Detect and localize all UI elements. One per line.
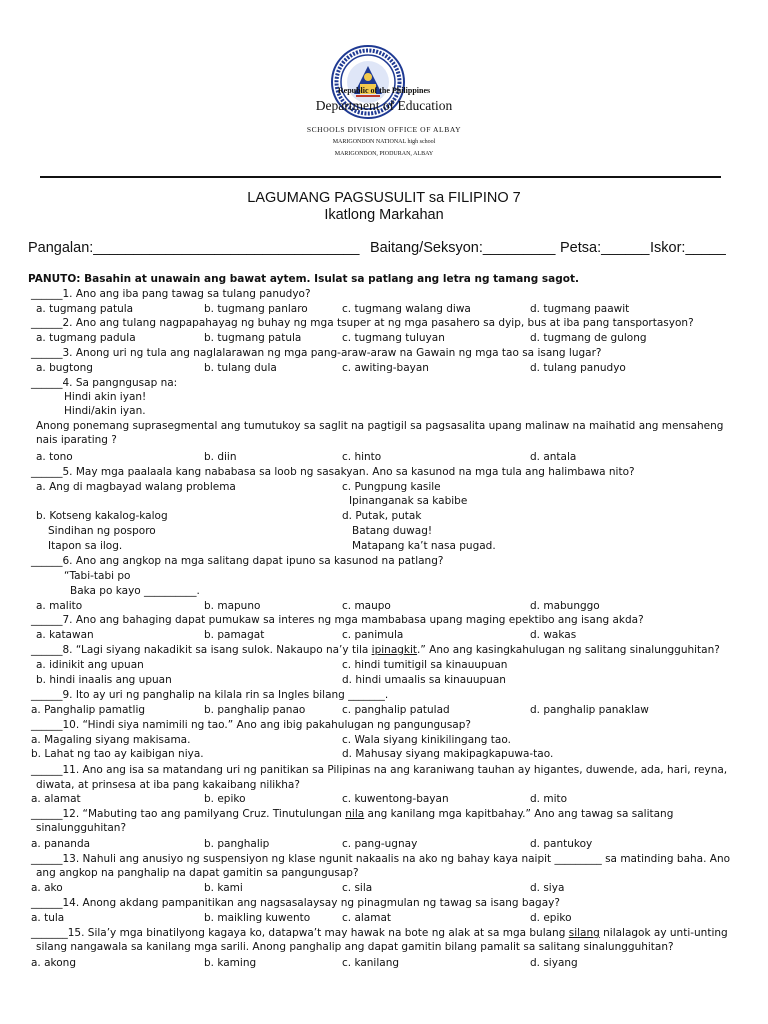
score-field[interactable]: Iskor:_____ — [650, 240, 726, 256]
choice-5d-line-1: d. Putak, putak — [342, 510, 422, 522]
choice-5b-line-2: Sindihan ng posporo — [48, 525, 156, 537]
q12-text-start: ______12. “Mabuting tao ang pamilyang Cruz. Tinutulungan — [31, 808, 346, 820]
choice-11d: d. mito — [530, 793, 568, 805]
q4-prompt-2: nais iparating ? — [36, 434, 117, 446]
choice-6c: c. maupo — [342, 600, 391, 612]
choice-11c: c. kuwentong-bayan — [342, 793, 449, 805]
question-15-line-2: silang nangawala sa kanilang mga sarili. Anong panghalip ang dapat gamitin bilang pamalit sa salitang sinalungguhitan? — [36, 941, 674, 953]
exam-title: LAGUMANG PAGSUSULIT sa FILIPINO 7 — [247, 190, 521, 206]
question-4: ______4. Sa pangngusap na: — [31, 377, 178, 389]
choice-14b: b. maikling kuwento — [204, 912, 311, 924]
choice-8d: d. hindi umaalis sa kinauupuan — [342, 674, 506, 686]
choice-1a: a. tugmang patula — [36, 303, 134, 315]
choice-15b: b. kaming — [204, 957, 257, 969]
choice-10a: a. Magaling siyang makisama. — [31, 734, 191, 746]
instructions: PANUTO: Basahin at unawain ang bawat aytem. Isulat sa patlang ang letra ng tamang sagot. — [28, 273, 580, 285]
choice-13d: d. siya — [530, 882, 565, 894]
q8-text-start: ______8. “Lagi siyang nakadikit sa isang sulok. Nakaupo na’y tila — [31, 644, 372, 656]
question-8 — [31, 644, 720, 657]
question-5: ______5. May mga paalaala kang nababasa sa loob ng sasakyan. Ano sa kasunod na mga tula ang halimbawa nito? — [31, 466, 635, 478]
q15-underlined-word: silang — [568, 927, 600, 939]
choice-5c-line-1: c. Pungpung kasile — [342, 481, 441, 493]
choice-10c: c. Wala siyang kinikilingang tao. — [342, 734, 511, 746]
choice-3d: d. tulang panudyo — [530, 362, 626, 374]
choice-7a: a. katawan — [36, 629, 94, 641]
q12-underlined-word: nila — [345, 808, 365, 820]
choice-6a: a. malito — [36, 600, 83, 612]
choice-8b: b. hindi inaalis ang upuan — [36, 674, 172, 686]
question-12-line-1 — [31, 808, 673, 821]
question-9: ______9. Ito ay uri ng panghalip na kilala rin sa Ingles bilang _______. — [31, 689, 389, 701]
choice-5c-line-2: Ipinanganak sa kabibe — [349, 495, 468, 507]
choice-6d: d. mabunggo — [530, 600, 600, 612]
choice-12c: c. pang-ugnay — [342, 838, 418, 850]
question-6: ______6. Ano ang angkop na mga salitang dapat ipuno sa kasunod na patlang? — [31, 555, 444, 567]
choice-5d-line-2: Batang duwag! — [352, 525, 433, 537]
q15-text-start: _______15. Sila’y mga binatilyong kagaya ko, datapwa’t may hawak na bote ng alak at sa mga bulang — [31, 927, 569, 939]
choice-15a: a. akong — [31, 957, 76, 969]
choice-10d: d. Mahusay siyang makipagkapuwa-tao. — [342, 748, 554, 760]
choice-7c: c. panimula — [342, 629, 404, 641]
choice-5d-line-3: Matapang ka’t nasa pugad. — [352, 540, 496, 552]
choice-13a: a. ako — [31, 882, 63, 894]
choice-12d: d. pantukoy — [530, 838, 593, 850]
choice-13b: b. kami — [204, 882, 243, 894]
q6-line-1: “Tabi-tabi po — [64, 570, 131, 582]
choice-14c: c. alamat — [342, 912, 392, 924]
choice-9d: d. panghalip panaklaw — [530, 704, 649, 716]
question-7: ______7. Ano ang bahaging dapat pumukaw sa interes ng mga mambabasa upang maging epektibo ang isang akda? — [31, 614, 644, 626]
question-13-line-2: ang angkop na panghalip na dapat gamitin sa pangungusap? — [36, 867, 359, 879]
choice-1c: c. tugmang walang diwa — [342, 303, 471, 315]
choice-3a: a. bugtong — [36, 362, 93, 374]
choice-9a: a. Panghalip pamatlig — [31, 704, 146, 716]
choice-2c: c. tugmang tuluyan — [342, 332, 445, 344]
choice-8a: a. idinikit ang upuan — [36, 659, 144, 671]
question-10: ______10. “Hindi siya namimili ng tao.” Ano ang ibig pakahulugan ng pangungusap? — [31, 719, 471, 731]
choice-12b: b. panghalip — [204, 838, 270, 850]
q4-prompt-1: Anong ponemang suprasegmental ang tumutukoy sa saglit na pagtigil sa pagsasalita upang malinaw na maihatid ang mensaheng — [36, 420, 724, 432]
choice-1d: d. tugmang paawit — [530, 303, 630, 315]
choice-5b-line-1: b. Kotseng kakalog-kalog — [36, 510, 168, 522]
choice-4d: d. antala — [530, 451, 577, 463]
choice-15d: d. siyang — [530, 957, 578, 969]
choice-2d: d. tugmang de gulong — [530, 332, 647, 344]
department-name: Department of Education — [315, 98, 453, 113]
question-15-line-1 — [31, 927, 728, 940]
date-field[interactable]: Petsa:______ — [560, 240, 650, 256]
q8-text-end: .” Ano ang kasingkahulugan ng salitang sinalungguhitan? — [417, 644, 720, 656]
question-11-line-2: diwata, at prinsesa at iba pang kakaibang nilikha? — [36, 779, 300, 791]
grade-section-field[interactable]: Baitang/Seksyon:_________ — [370, 240, 556, 256]
question-2: ______2. Ano ang tulang nagpapahayag ng buhay ng mga tsuper at ng mga pasahero sa dyip, bus at iba pang tansportasyon? — [31, 317, 694, 329]
choice-5b-line-3: Itapon sa ilog. — [48, 540, 123, 552]
choice-2a: a. tugmang padula — [36, 332, 136, 344]
choice-9c: c. panghalip patulad — [342, 704, 450, 716]
choice-11a: a. alamat — [31, 793, 81, 805]
question-12-line-2: sinalungguhitan? — [36, 822, 127, 834]
choice-6b: b. mapuno — [204, 600, 261, 612]
school-address: MARIGONDON, PIODURAN, ALBAY — [334, 151, 434, 157]
question-1: ______1. Ano ang iba pang tawag sa tulang panudyo? — [31, 288, 311, 300]
choice-3b: b. tulang dula — [204, 362, 277, 374]
choice-8c: c. hindi tumitigil sa kinauupuan — [342, 659, 508, 671]
choice-5a: a. Ang di magbayad walang problema — [36, 481, 236, 493]
choice-4c: c. hinto — [342, 451, 382, 463]
choice-2b: b. tugmang patula — [204, 332, 302, 344]
choice-7d: d. wakas — [530, 629, 577, 641]
q4-line-2: Hindi/akin iyan. — [64, 405, 146, 417]
choice-4b: b. diin — [204, 451, 237, 463]
name-field[interactable]: Pangalan:_________________________________ — [28, 240, 360, 256]
choice-10b: b. Lahat ng tao ay kaibigan niya. — [31, 748, 204, 760]
division-name: SCHOOLS DIVISION OFFICE OF ALBAY — [306, 125, 462, 134]
exam-subtitle: Ikatlong Markahan — [324, 207, 444, 223]
question-3: ______3. Anong uri ng tula ang naglalarawan ng mga pang-araw-araw na Gawain ng mga tao sa isang lugar? — [31, 347, 602, 359]
q15-text-end: nilalagok ay unti-unting — [599, 927, 728, 939]
choice-12a: a. pananda — [31, 838, 91, 850]
choice-15c: c. kanilang — [342, 957, 400, 969]
choice-3c: c. awiting-bayan — [342, 362, 429, 374]
choice-14a: a. tula — [31, 912, 65, 924]
republic-line: Republic of the Philippines — [337, 86, 431, 95]
q4-line-1: Hindi akin iyan! — [64, 391, 147, 403]
choice-14d: d. epiko — [530, 912, 572, 924]
choice-11b: b. epiko — [204, 793, 246, 805]
header-divider — [40, 176, 721, 178]
choice-1b: b. tugmang panlaro — [204, 303, 308, 315]
q8-underlined-word: ipinagkit — [371, 644, 418, 656]
question-11-line-1: ______11. Ano ang isa sa matandang uri ng panitikan sa Pilipinas na ang karaniwang tauhan ay higantes, duwende, ada, hari, reyna, — [31, 764, 728, 776]
choice-4a: a. tono — [36, 451, 73, 463]
choice-13c: c. sila — [342, 882, 373, 894]
choice-7b: b. pamagat — [204, 629, 265, 641]
choice-9b: b. panghalip panao — [204, 704, 306, 716]
question-14: ______14. Anong akdang pampanitikan ang nagsasalaysay ng pinagmulan ng tawag sa isang bagay? — [31, 897, 560, 909]
question-13-line-1: ______13. Nahuli ang anusiyo ng suspensiyon ng klase ngunit nakaalis na ako ng bahay kaya naipit _________ sa matinding baha. Ano — [31, 853, 731, 865]
q12-text-end: ang kanilang mga kapitbahay.” Ano ang tawag sa salitang — [364, 808, 674, 820]
school-name: MARIGONDON NATIONAL high school — [332, 139, 436, 145]
q6-line-2: Baka po kayo __________. — [70, 585, 200, 597]
